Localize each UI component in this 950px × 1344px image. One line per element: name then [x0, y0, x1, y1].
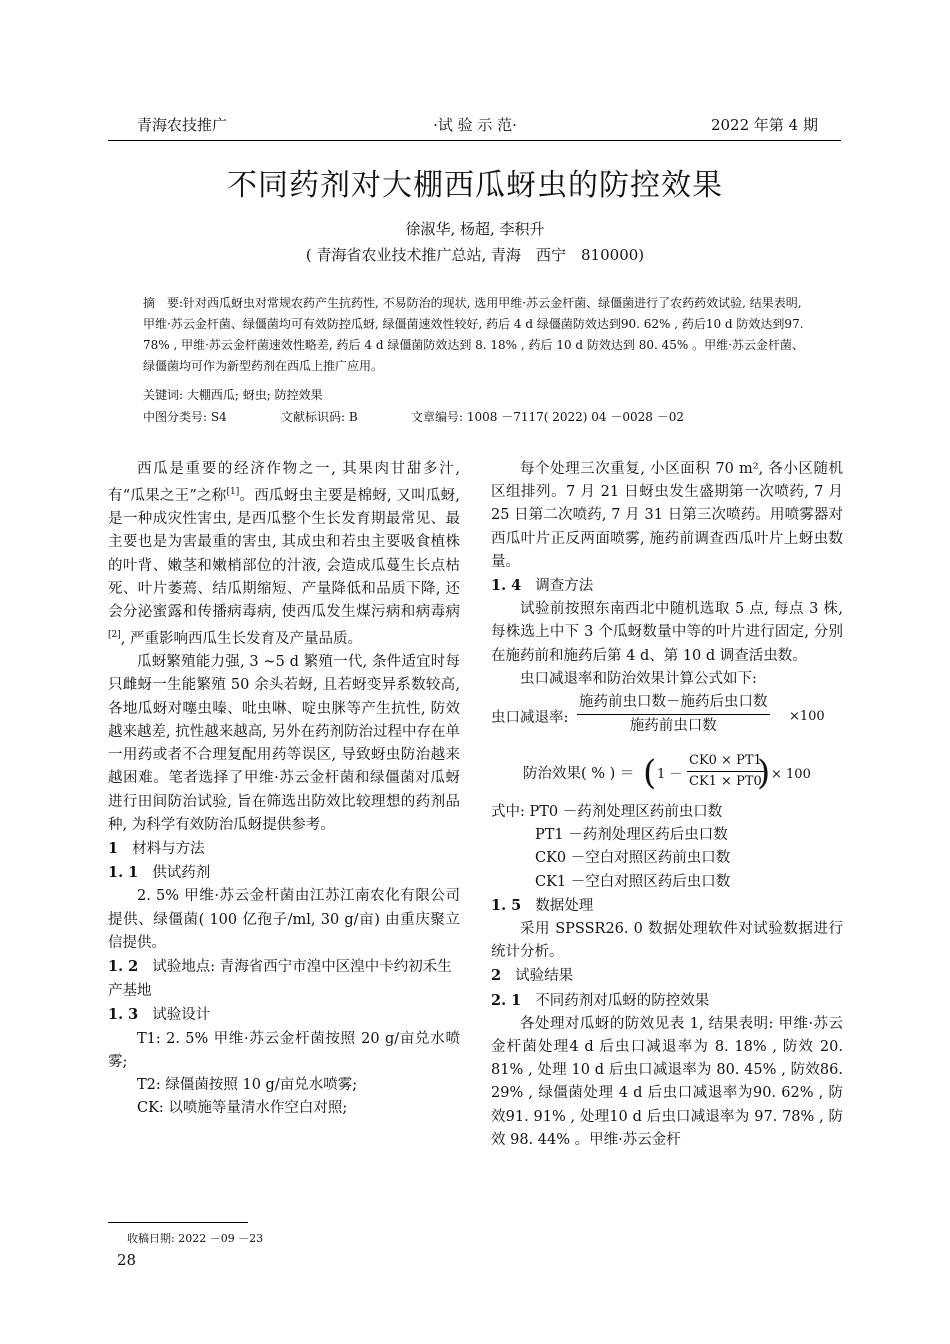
treatment-t2: T2: 绿僵菌按照 10 g/亩兑水喷雾; [137, 1076, 358, 1093]
paragraph: 西瓜是重要的经济作物之一, 其果肉甘甜多汁, 有“瓜果之王”之称[1]。西瓜蚜虫主要是棉蚜, 又叫瓜蚜, 是一种成灾性害虫, 是西瓜整个生长发育期最常见、最主要也是为害最重的害虫, 其成虫和若虫主要吸食植株的叶背、嫩茎和嫩梢部位的汁液, 会造成瓜蔓生长点枯死、叶片萎蔫、结瓜期缩短、产量降低和品质下降, 还会分泌蜜露和传播病毒病, 使西瓜发生煤污病和病毒病[2], 严重影响西瓜生长发育及产量品质。 [108, 461, 461, 648]
footnote-rule [108, 1222, 248, 1223]
subsection-heading: 2. 1 不同药剂对瓜蚜的防控效果 [491, 991, 710, 1009]
article-number: 文章编号: 1008 －7117( 2022) 04 －0028 －02 [411, 410, 684, 424]
denominator: 施药前虫口数 [629, 718, 717, 735]
multiplier: ×100 [789, 709, 825, 725]
paragraph: 虫口减退率和防治效果计算公式如下: [520, 670, 757, 687]
page-number: 28 [117, 1251, 137, 1269]
subsection-heading: 1. 4 调查方法 [491, 577, 594, 595]
section-heading: 1 材料与方法 [108, 839, 205, 857]
clc-number: 中图分类号: S4 [143, 410, 227, 424]
issue-label: 2022 年第 4 期 [710, 116, 818, 134]
abstract-text: 针对西瓜蚜虫对常规农药产生抗药性, 不易防治的现状, 选用甲维·苏云金杆菌、绿僵菌进行了农药药效试验, 结果表明, 甲维·苏云金杆菌、绿僵菌均可有效防控瓜蚜, 绿僵菌速效性较好, 药后 4 d 绿僵菌防效达到90. 62% , 药后10 d 防效达到97. 78% , 甲维·苏云金杆菌速效性略差, 药后 4 d 绿僵菌防效达到 8. 18% , 药后 10 d 防效达到 80. 45% 。甲维·苏云金杆菌、绿僵菌均可作为新型药剂在西瓜上推广应用。 [143, 296, 804, 373]
journal-name: 青海农技推广 [137, 116, 228, 134]
left-column [108, 458, 460, 1120]
section-name: ·试 验 示 范· [433, 116, 517, 134]
abstract [143, 293, 808, 377]
numerator: 施药前虫口数－施药后虫口数 [577, 691, 770, 715]
formula-control-effect: 防治效果( % ) ＝ ( 1 － $\frac{CK0 \times PT1}{CK1 \times PT0}$ ) × 100 [523, 753, 811, 794]
treatment-ck: CK: 以喷施等量清水作空白对照; [137, 1100, 348, 1117]
paragraph: 采用 SPSSR26. 0 数据处理软件对试验数据进行统计分析。 [491, 921, 843, 961]
formula-label: 虫口减退率: [491, 710, 569, 727]
paragraph: 各处理对瓜蚜的防效见表 1, 结果表明: 甲维·苏云金杆菌处理4 d 后虫口减退率为 8. 18% , 防效 20. 81% , 处理 10 d 后虫口减退率为 80. 45% , 防效86. 29% , 绿僵菌处理 4 d 后虫口减退率为90. 62% , 防效91. 91% , 处理10 d 后虫口减退率为 97. 78% , 防效 98. 44% 。甲维·苏云金杆 [491, 1015, 843, 1148]
header-rule [108, 140, 841, 141]
variable-definition: PT1 －药剂处理区药后虫口数 [535, 827, 728, 844]
formula-one: 1 － [657, 767, 683, 783]
received-date: 收稿日期: 2022 －09 －23 [127, 1232, 264, 1245]
right-column [491, 458, 843, 1152]
document-code: 文献标识码: B [281, 410, 358, 424]
formula-label: 防治效果( % ) ＝ [523, 766, 635, 783]
fraction [687, 751, 764, 792]
paragraph: 瓜蚜繁殖能力强, 3 ~5 d 繁殖一代, 条件适宜时每只雌蚜一生能繁殖 50 余头若蚜, 且若蚜变异系数较高, 各地瓜蚜对噻虫嗪、吡虫啉、啶虫脒等产生抗性, 防效越来越差, 抗性越来越高, 另外在药剂防治过程中存在单一用药或者不合理复配用药等误区, 导致蚜虫防治越来越困难。笔者选择了甲维·苏云金杆菌和绿僵菌对瓜蚜进行田间防治试验, 旨在筛选出防效比较理想的药剂品种, 为科学有效防治瓜蚜提供参考。 [108, 654, 460, 833]
citation[interactable]: [1] [226, 487, 240, 498]
numerator: CK0 × PT1 [687, 751, 764, 772]
subsection-heading: 1. 5 数据处理 [491, 896, 594, 914]
multiplier: × 100 [771, 767, 811, 783]
variable-definition: CK0 －空白对照区药前虫口数 [535, 850, 731, 867]
treatment-t1: T1: 2. 5% 甲维·苏云金杆菌按照 20 g/亩兑水喷雾; [108, 1030, 460, 1070]
subsection-heading: 1. 3 试验设计 [108, 1006, 211, 1024]
paragraph: 2. 5% 甲维·苏云金杆菌由江苏江南农化有限公司提供、绿僵菌( 100 亿孢子/ml, 30 g/亩) 由重庆聚立信提供。 [108, 888, 460, 951]
keywords: 关键词: 大棚西瓜; 蚜虫; 防控效果 [143, 388, 323, 402]
formula-reduction-rate [491, 691, 843, 747]
subsection-heading: 1. 2 试验地点: 青海省西宁市湟中区湟中卡约初禾生产基地 [108, 957, 452, 1000]
abstract-label: 摘 要: [143, 296, 184, 310]
citation[interactable]: [2] [108, 630, 121, 641]
variable-definition: 式中: PT0 －药剂处理区药前虫口数 [491, 804, 723, 821]
affiliation: ( 青海省农业技术推广总站, 青海 西宁 810000) [305, 246, 645, 264]
variable-definition: CK1 －空白对照区药后虫口数 [535, 873, 731, 890]
page-title: 不同药剂对大棚西瓜蚜虫的防控效果 [227, 168, 723, 203]
fraction [577, 691, 770, 738]
section-heading: 2 试验结果 [491, 967, 574, 985]
paragraph: 每个处理三次重复, 小区面积 70 m², 各小区随机区组排列。7 月 21 日蚜虫发生盛期第一次喷药, 7 月 25 日第二次喷药, 7 月 31 日第三次喷药。用喷雾器对西瓜叶片正反两面喷雾, 施药前调查西瓜叶片上蚜虫数量。 [491, 461, 843, 570]
authors: 徐淑华, 杨超, 李积升 [405, 220, 545, 238]
denominator: CK1 × PT0 [689, 774, 762, 790]
subsection-heading: 1. 1 供试药剂 [108, 864, 211, 882]
paragraph: 试验前按照东南西北中随机选取 5 点, 每点 3 株, 每株选上中下 3 个瓜蚜数量中等的叶片进行固定, 分别在施药前和施药后第 4 d、第 10 d 调查活虫数。 [491, 601, 843, 664]
